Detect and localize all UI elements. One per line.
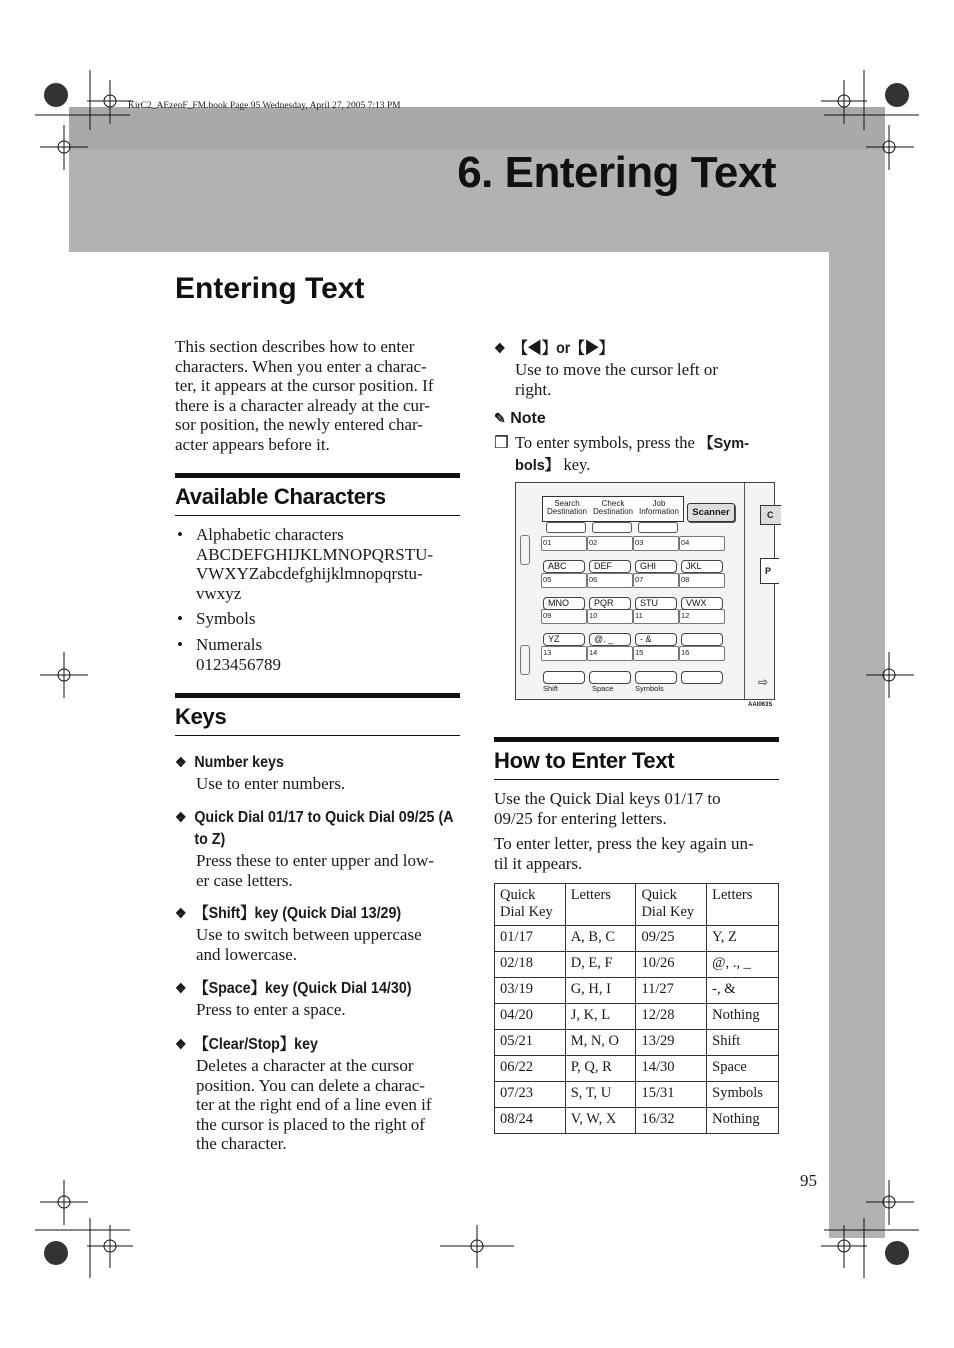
keys-heading: Keys — [175, 693, 460, 736]
table-cell: 04/20 — [495, 1004, 566, 1030]
checkbox-icon: ❒ — [494, 433, 509, 452]
how-to-enter-text-heading: How to Enter Text — [494, 737, 779, 780]
table-cell: D, E, F — [565, 952, 636, 978]
quick-dial-number: 03 — [635, 538, 644, 547]
table-cell: V, W, X — [565, 1108, 636, 1134]
diamond-icon: ❖ — [175, 1036, 187, 1052]
key-entry-number: ❖ Number keys Use to enter numbers. — [175, 751, 461, 794]
table-cell: Symbols — [707, 1082, 779, 1108]
quick-dial-caption: Symbols — [635, 684, 664, 693]
key-entry-shift: ❖ 【Shift】key (Quick Dial 13/29) Use to switch between uppercase and lowercase. — [175, 902, 461, 964]
table-cell: -, & — [707, 978, 779, 1004]
diamond-icon: ❖ — [175, 809, 187, 825]
quick-dial-number: 14 — [589, 648, 598, 657]
diamond-icon: ❖ — [175, 980, 187, 996]
quick-dial-caption: Shift — [543, 684, 559, 693]
table-cell: P, Q, R — [565, 1056, 636, 1082]
table-cell: Shift — [707, 1030, 779, 1056]
available-characters-heading: Available Characters — [175, 473, 460, 516]
table-cell: Space — [707, 1056, 779, 1082]
quick-dial-number: 09 — [543, 611, 552, 620]
quick-dial-key: DEF — [589, 560, 631, 573]
quick-dial-key: ABC — [543, 560, 585, 573]
quick-dial-number: 08 — [681, 575, 690, 584]
diamond-icon: ❖ — [494, 340, 506, 356]
table-cell: G, H, I — [565, 978, 636, 1004]
howto-paragraph-2: To enter letter, press the key again un- til it appears. — [494, 834, 754, 873]
table-cell: 15/31 — [636, 1082, 707, 1108]
table-header-row: Quick Dial Key Letters Quick Dial Key Letters — [495, 884, 779, 926]
table-cell: Nothing — [707, 1108, 779, 1134]
list-item: • Numerals 0123456789 — [175, 635, 461, 674]
arrow-icon: ⇨ — [758, 675, 769, 689]
page-number: 95 — [800, 1171, 817, 1190]
key-entry-clear-stop: ❖ 【Clear/Stop】key Deletes a character at the cursor position. You can delete a charac- ter at the right end of a line even if the cursor is placed to the right of the character. — [175, 1033, 461, 1154]
intro-paragraph: This section describes how to enter characters. When you enter a charac- ter, it appears at the cursor position. If there is a character already at the cur- sor position, the newly entered char- acter appears before it. — [175, 337, 434, 454]
table-cell: A, B, C — [565, 926, 636, 952]
table-cell: 01/17 — [495, 926, 566, 952]
quick-dial-number: 12 — [681, 611, 690, 620]
table-cell: 06/22 — [495, 1056, 566, 1082]
table-cell: 14/30 — [636, 1056, 707, 1082]
quick-dial-number: 15 — [635, 648, 644, 657]
scanner-button: Scanner — [687, 503, 735, 522]
table-cell: 09/25 — [636, 926, 707, 952]
table-cell: Y, Z — [707, 926, 779, 952]
book-meta: KirC2_AEzenF_FM.book Page 95 Wednesday, April 27, 2005 7:13 PM — [128, 101, 401, 111]
quick-dial-number: 05 — [543, 575, 552, 584]
panel-edge-button: P — [760, 558, 779, 584]
table-cell: 05/21 — [495, 1030, 566, 1056]
table-cell: 16/32 — [636, 1108, 707, 1134]
list-item: • Alphabetic characters ABCDEFGHIJKLMNOPQRSTU- VWXYZabcdefghijklmnopqrstu- vwxyz — [175, 525, 461, 603]
note-heading: ✎ Note — [494, 410, 546, 427]
quick-dial-number: 10 — [589, 611, 598, 620]
quick-dial-key: @. _ — [589, 633, 631, 646]
diamond-icon: ❖ — [175, 754, 187, 770]
key-entry-space: ❖ 【Space】key (Quick Dial 14/30) Press to enter a space. — [175, 977, 461, 1020]
figure-code: AAI063S — [748, 702, 773, 708]
quick-dial-key: STU — [635, 597, 677, 610]
quick-dial-number: 02 — [589, 538, 598, 547]
table-cell: 12/28 — [636, 1004, 707, 1030]
table-cell: 11/27 — [636, 978, 707, 1004]
quick-dial-number: 01 — [543, 538, 552, 547]
table-cell: @, ., _ — [707, 952, 779, 978]
key-entry-quick-dial: ❖ Quick Dial 01/17 to Quick Dial 09/25 (A to Z) Press these to enter upper and low- er case letters. — [175, 806, 461, 890]
quick-dial-number: 07 — [635, 575, 644, 584]
key-entry-arrows: ❖ 【◀】or【▶】 Use to move the cursor left or right. — [494, 337, 779, 399]
quick-dial-key: - & — [635, 633, 677, 646]
quick-dial-key: MNO — [543, 597, 585, 610]
table-cell: 13/29 — [636, 1030, 707, 1056]
pencil-icon: ✎ — [494, 410, 506, 426]
table-cell: 08/24 — [495, 1108, 566, 1134]
quick-dial-number: 13 — [543, 648, 552, 657]
table-cell: 03/19 — [495, 978, 566, 1004]
list-item: • Symbols — [175, 609, 461, 629]
table-cell: M, N, O — [565, 1030, 636, 1056]
table-cell: Nothing — [707, 1004, 779, 1030]
note-body: ❒ To enter symbols, press the 【Sym- bols】 key. — [494, 433, 749, 474]
function-tabs: Search Destination Check Destination Job Information — [542, 496, 684, 522]
panel-edge-button: C — [760, 505, 781, 525]
quick-dial-number: 06 — [589, 575, 598, 584]
table-cell: J, K, L — [565, 1004, 636, 1030]
quick-dial-key: VWX — [681, 597, 723, 610]
table-cell: 07/23 — [495, 1082, 566, 1108]
table-cell: 10/26 — [636, 952, 707, 978]
howto-paragraph-1: Use the Quick Dial keys 01/17 to 09/25 for entering letters. — [494, 789, 721, 828]
quick-dial-key: JKL — [681, 560, 723, 573]
quick-dial-number: 04 — [681, 538, 690, 547]
quick-dial-caption: Space — [592, 684, 614, 693]
quick-dial-key: PQR — [589, 597, 631, 610]
chapter-title: 6. Entering Text — [457, 148, 776, 197]
quick-dial-key: YZ — [543, 633, 585, 646]
diamond-icon: ❖ — [175, 905, 187, 921]
quick-dial-number: 16 — [681, 648, 690, 657]
table-cell: 02/18 — [495, 952, 566, 978]
quick-dial-number: 11 — [635, 611, 643, 620]
quick-dial-key: GHI — [635, 560, 677, 573]
section-title: Entering Text — [175, 272, 365, 305]
table-cell: S, T, U — [565, 1082, 636, 1108]
